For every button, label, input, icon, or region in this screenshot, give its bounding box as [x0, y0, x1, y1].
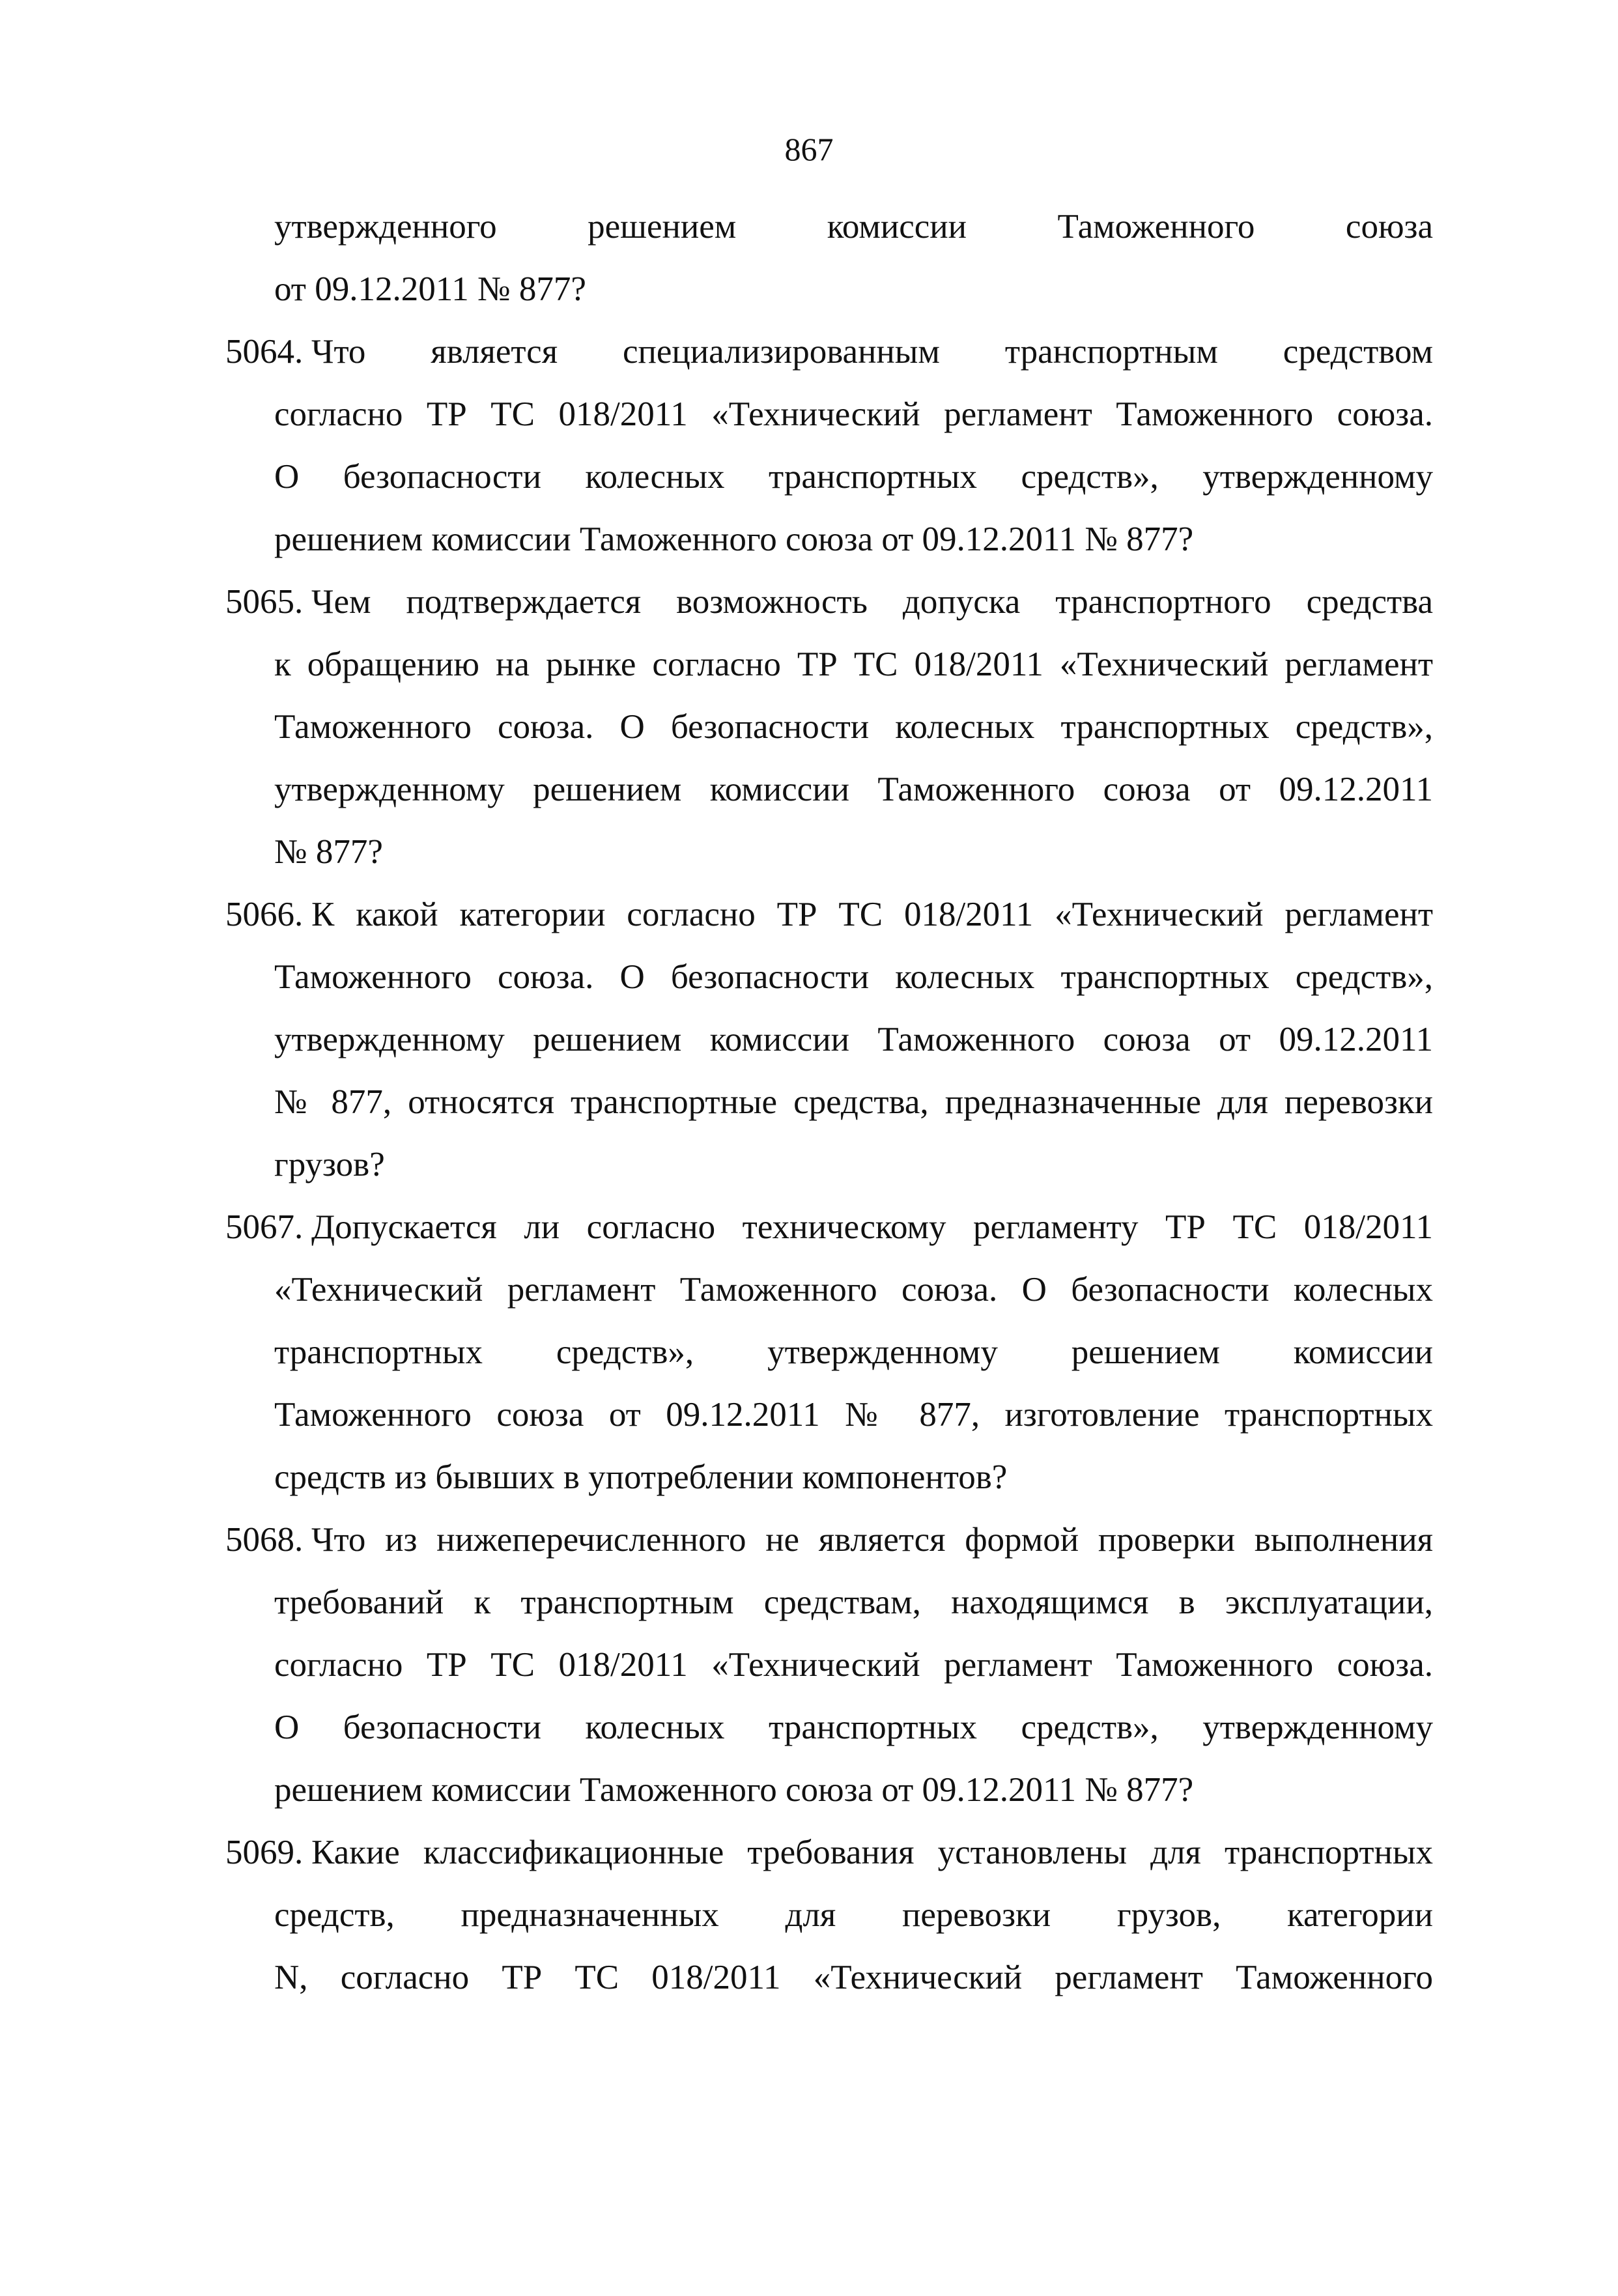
question-number: 5068. — [225, 1521, 304, 1559]
text-line: Допускается ли согласно техническому регламенту ТР ТС 018/2011 — [311, 1208, 1433, 1246]
text-line: К какой категории согласно ТР ТС 018/2011 «Технический регламент — [311, 896, 1433, 933]
text-line: «Технический регламент Таможенного союза. О безопасности колесных — [274, 1271, 1433, 1309]
text-line: от 09.12.2011 № 877? — [274, 270, 586, 308]
text-line: Таможенного союза от 09.12.2011 № 877, изготовление транспортных — [274, 1396, 1433, 1434]
text-line: № 877? — [274, 833, 383, 871]
text-line: Какие классификационные требования установлены для транспортных — [311, 1834, 1433, 1871]
question-number: 5065. — [225, 583, 304, 621]
question-number: 5066. — [225, 896, 304, 933]
text-line: решением комиссии Таможенного союза от 09.12.2011 № 877? — [274, 520, 1194, 558]
text-line: № 877, относятся транспортные средства, предназначенные для перевозки — [274, 1083, 1433, 1121]
text-line: утвержденному решением комиссии Таможенного союза от 09.12.2011 — [274, 771, 1433, 808]
text-line: Таможенного союза. О безопасности колесных транспортных средств», — [274, 958, 1433, 996]
text-line: грузов? — [274, 1146, 385, 1183]
text-line: Таможенного союза. О безопасности колесных транспортных средств», — [274, 708, 1433, 746]
text-line: транспортных средств», утвержденному решением комиссии — [274, 1333, 1433, 1371]
question-number: 5069. — [225, 1834, 304, 1871]
text-line: Чем подтверждается возможность допуска транспортного средства — [311, 583, 1433, 621]
question-number: 5067. — [225, 1208, 304, 1246]
text-line: согласно ТР ТС 018/2011 «Технический регламент Таможенного союза. — [274, 395, 1433, 433]
text-line: средств из бывших в употреблении компонентов? — [274, 1458, 1008, 1496]
text-line: требований к транспортным средствам, находящимся в эксплуатации, — [274, 1583, 1433, 1621]
text-line: Что является специализированным транспортным средством — [311, 333, 1433, 371]
text-line: Что из нижеперечисленного не является формой проверки выполнения — [311, 1521, 1433, 1559]
text-line: N, согласно ТР ТС 018/2011 «Технический регламент Таможенного — [274, 1959, 1433, 1996]
text-line: согласно ТР ТС 018/2011 «Технический регламент Таможенного союза. — [274, 1646, 1433, 1684]
question-number: 5064. — [225, 333, 304, 371]
text-line: средств, предназначенных для перевозки грузов, категории — [274, 1896, 1433, 1934]
text-line: к обращению на рынке согласно ТР ТС 018/2011 «Технический регламент — [274, 645, 1433, 683]
text-line: О безопасности колесных транспортных средств», утвержденному — [274, 1708, 1433, 1746]
text-line: решением комиссии Таможенного союза от 09.12.2011 № 877? — [274, 1771, 1194, 1809]
text-line: О безопасности колесных транспортных средств», утвержденному — [274, 458, 1433, 496]
text-line: утвержденного решением комиссии Таможенного союза — [274, 208, 1433, 246]
page-number: 867 — [784, 131, 834, 167]
text-line: утвержденному решением комиссии Таможенного союза от 09.12.2011 — [274, 1021, 1433, 1058]
